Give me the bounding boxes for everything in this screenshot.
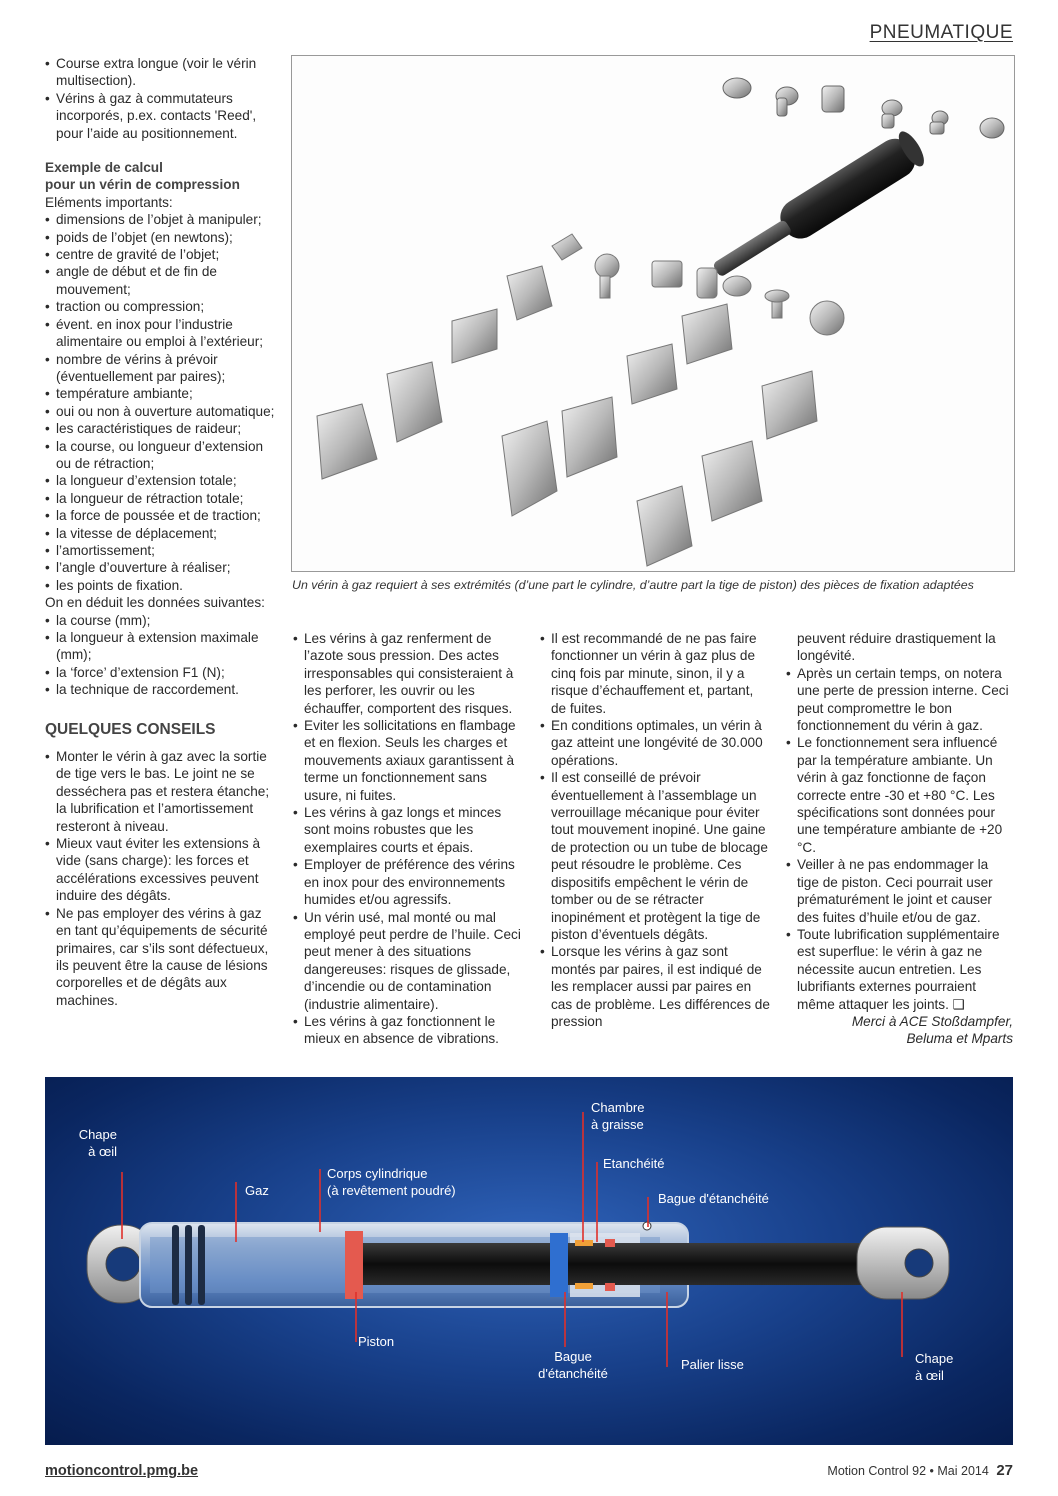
list-item: • la force de poussée et de traction; bbox=[45, 507, 275, 524]
list-item: • Monter le vérin à gaz avec la sortie de tige vers le bas. Le joint ne se desséchera pas et restera étanche; la lubrification et l’amortissement resteront à niveau. bbox=[45, 748, 275, 835]
label-etancheite: Etanchéité bbox=[603, 1156, 665, 1171]
footer-issue bbox=[827, 1462, 1013, 1479]
list-item: • la longueur à extension maximale (mm); bbox=[45, 629, 275, 664]
calc-heading-2: pour un vérin de compression bbox=[45, 177, 240, 193]
column-4 bbox=[786, 630, 1013, 1048]
gas-spring-diagram bbox=[45, 1077, 1013, 1445]
list-item: • Il est recommandé de ne pas faire fonctionner un vérin à gaz plus de cinq fois par minute, sinon, il y a risque d’échauffement et, partant, de fuites. bbox=[540, 630, 772, 717]
intro-bullets bbox=[45, 55, 275, 142]
list-item: • l’amortissement; bbox=[45, 542, 275, 559]
fixation-parts-illustration bbox=[292, 56, 1014, 571]
footer-site-link[interactable]: motioncontrol.pmg.be bbox=[45, 1463, 199, 1479]
right-eye-mount bbox=[857, 1227, 949, 1299]
label-chambre-graisse: Chambre à graisse bbox=[591, 1100, 645, 1132]
list-item: • la ‘force’ d’extension F1 (N); bbox=[45, 664, 275, 681]
deduced-list bbox=[45, 612, 275, 699]
conseils-heading: QUELQUES CONSEILS bbox=[45, 720, 216, 738]
continuation-text: peuvent réduire drastiquement la longévité. bbox=[797, 631, 996, 664]
list-item: • la longueur de rétraction totale; bbox=[45, 490, 275, 507]
list-item: • Ne pas employer des vérins à gaz en tant qu’équipements de sécurité primaires, car s’ils sont défectueux, ils peuvent être la cause de lésions corporelles et de dégâts aux machines. bbox=[45, 905, 275, 1009]
label-corps-cylindrique: Corps cylindrique (à revêtement poudré) bbox=[327, 1166, 456, 1198]
conseils-list bbox=[45, 748, 275, 1009]
label-bague-etancheite-top: Bague d'étanchéité bbox=[658, 1191, 769, 1206]
list-item: • température ambiante; bbox=[45, 385, 275, 402]
list-item: • Lorsque les vérins à gaz sont montés par paires, il est indiqué de les remplacer aussi par paires en cas de problème. Les différences de pression bbox=[540, 943, 772, 1030]
col4-list bbox=[786, 665, 1013, 1013]
list-item: • la course, ou longueur d’extension ou de rétraction; bbox=[45, 438, 275, 473]
issue-text: Motion Control 92 • Mai 2014 bbox=[827, 1464, 989, 1478]
list-item: • Un vérin usé, mal monté ou mal employé peut perdre de l’huile. Ceci peut mener à des situations dangereuses: risques de glissade, d’incendie ou de contamination (industrie alimentaire). bbox=[293, 909, 525, 1013]
column-2 bbox=[293, 630, 525, 1048]
list-item: • la longueur d’extension totale; bbox=[45, 472, 275, 489]
col2-list bbox=[293, 630, 525, 1048]
list-item: • l’angle d’ouverture à réaliser; bbox=[45, 559, 275, 576]
list-item: • centre de gravité de l’objet; bbox=[45, 246, 275, 263]
list-item: • les points de fixation. bbox=[45, 577, 275, 594]
list-item: • Les vérins à gaz fonctionnent le mieux en absence de vibrations. bbox=[293, 1013, 525, 1048]
list-item: • Les vérins à gaz renferment de l’azote sous pression. Des actes irresponsables qui consisteraient à les perforer, les ouvrir ou les échauffer, comportent des risques. bbox=[293, 630, 525, 717]
list-item: • oui ou non à ouverture automatique; bbox=[45, 403, 275, 420]
list-item: • Après un certain temps, on notera une perte de pression interne. Ceci peut compromettre le bon fonctionnement du vérin à gaz. bbox=[786, 665, 1013, 735]
list-item: • la technique de raccordement. bbox=[45, 681, 275, 698]
list-item: • évent. en inox pour l’industrie alimentaire ou emploi à l’extérieur; bbox=[45, 316, 275, 351]
list-item: • Eviter les sollicitations en flambage et en flexion. Seuls les charges et mouvements axiaux garantissent à terme un fonctionnement sans usure, ni fuites. bbox=[293, 717, 525, 804]
list-item: • Il est conseillé de prévoir éventuellement à l’assemblage un verrouillage mécanique pour éviter tout mouvement inopiné. Une gaine de protection ou un tube de blocage peut résoudre le problème. Ces dispositifs empêchent le vérin de tomber ou de se rétracter inopinément et protègent la tige de piston d’éventuels dégâts. bbox=[540, 769, 772, 943]
gas-spring-cutaway bbox=[45, 1077, 1013, 1445]
list-item: • Mieux vaut éviter les extensions à vide (sans charge): les forces et accélérations excessives peuvent induire des dégâts. bbox=[45, 835, 275, 905]
thanks-line-1: Merci à ACE Stoßdampfer, bbox=[851, 1013, 1013, 1029]
deduce-label: On en déduit les données suivantes: bbox=[45, 595, 265, 611]
list-item: • Veiller à ne pas endommager la tige de piston. Ceci pourrait user prématurément le joint et causer des fuites d’huile et/ou de gaz. bbox=[786, 856, 1013, 926]
page-number: 27 bbox=[996, 1462, 1013, 1479]
list-item: • En conditions optimales, un vérin à gaz atteint une longévité de 30.000 opérations. bbox=[540, 717, 772, 769]
label-palier-lisse: Palier lisse bbox=[681, 1357, 744, 1372]
list-item: • nombre de vérins à prévoir (éventuellement par paires); bbox=[45, 351, 275, 386]
list-item: • Employer de préférence des vérins en inox pour des environnements humides et/ou agressifs. bbox=[293, 856, 525, 908]
list-item: • poids de l’objet (en newtons); bbox=[45, 229, 275, 246]
col3-list bbox=[540, 630, 772, 1030]
label-bague-etancheite-bottom: Bague d'étanchéité bbox=[538, 1349, 608, 1381]
label-piston: Piston bbox=[358, 1334, 395, 1349]
fixation-parts-photo bbox=[291, 55, 1015, 572]
label-chape-oeil-left: Chape à œil bbox=[78, 1127, 117, 1159]
list-item: • les caractéristiques de raideur; bbox=[45, 420, 275, 437]
list-item: • Course extra longue (voir le vérin multisection). bbox=[45, 55, 275, 90]
list-item: • la vitesse de déplacement; bbox=[45, 525, 275, 542]
figure-caption: Un vérin à gaz requiert à ses extrémités (d’une part le cylindre, d’autre part la tige de piston) des pièces de fixation adaptées bbox=[292, 578, 974, 592]
thanks-line-2: Beluma et Mparts bbox=[906, 1031, 1013, 1047]
list-item: • Les vérins à gaz longs et minces sont moins robustes que les exemplaires courts et épais. bbox=[293, 804, 525, 856]
section-title: PNEUMATIQUE bbox=[869, 22, 1013, 43]
elements-list bbox=[45, 211, 275, 594]
calc-heading-1: Exemple de calcul bbox=[45, 160, 163, 176]
list-item: • dimensions de l’objet à manipuler; bbox=[45, 211, 275, 228]
left-column bbox=[45, 55, 275, 1009]
list-item: • traction ou compression; bbox=[45, 298, 275, 315]
list-item: • Vérins à gaz à commutateurs incorporés, p.ex. contacts 'Reed', pour l’aide au positionnement. bbox=[45, 90, 275, 142]
list-item: • Le fonctionnement sera influencé par la température ambiante. Un vérin à gaz fonctionne de façon correcte entre -30 et +80 °C. Les spécifications sont données pour une température ambiante de +20 °C. bbox=[786, 734, 1013, 856]
list-item: • Toute lubrification supplémentaire est superflue: le vérin à gaz ne nécessite aucun entretien. Les lubrifiants externes pourraient même attaquer les joints. ❑ bbox=[786, 926, 1013, 1013]
label-chape-oeil-right: Chape à œil bbox=[915, 1351, 954, 1383]
label-gaz: Gaz bbox=[245, 1183, 269, 1198]
list-item: • la course (mm); bbox=[45, 612, 275, 629]
elements-label: Eléments importants: bbox=[45, 194, 173, 210]
column-3 bbox=[540, 630, 772, 1030]
list-item: • angle de début et de fin de mouvement; bbox=[45, 263, 275, 298]
